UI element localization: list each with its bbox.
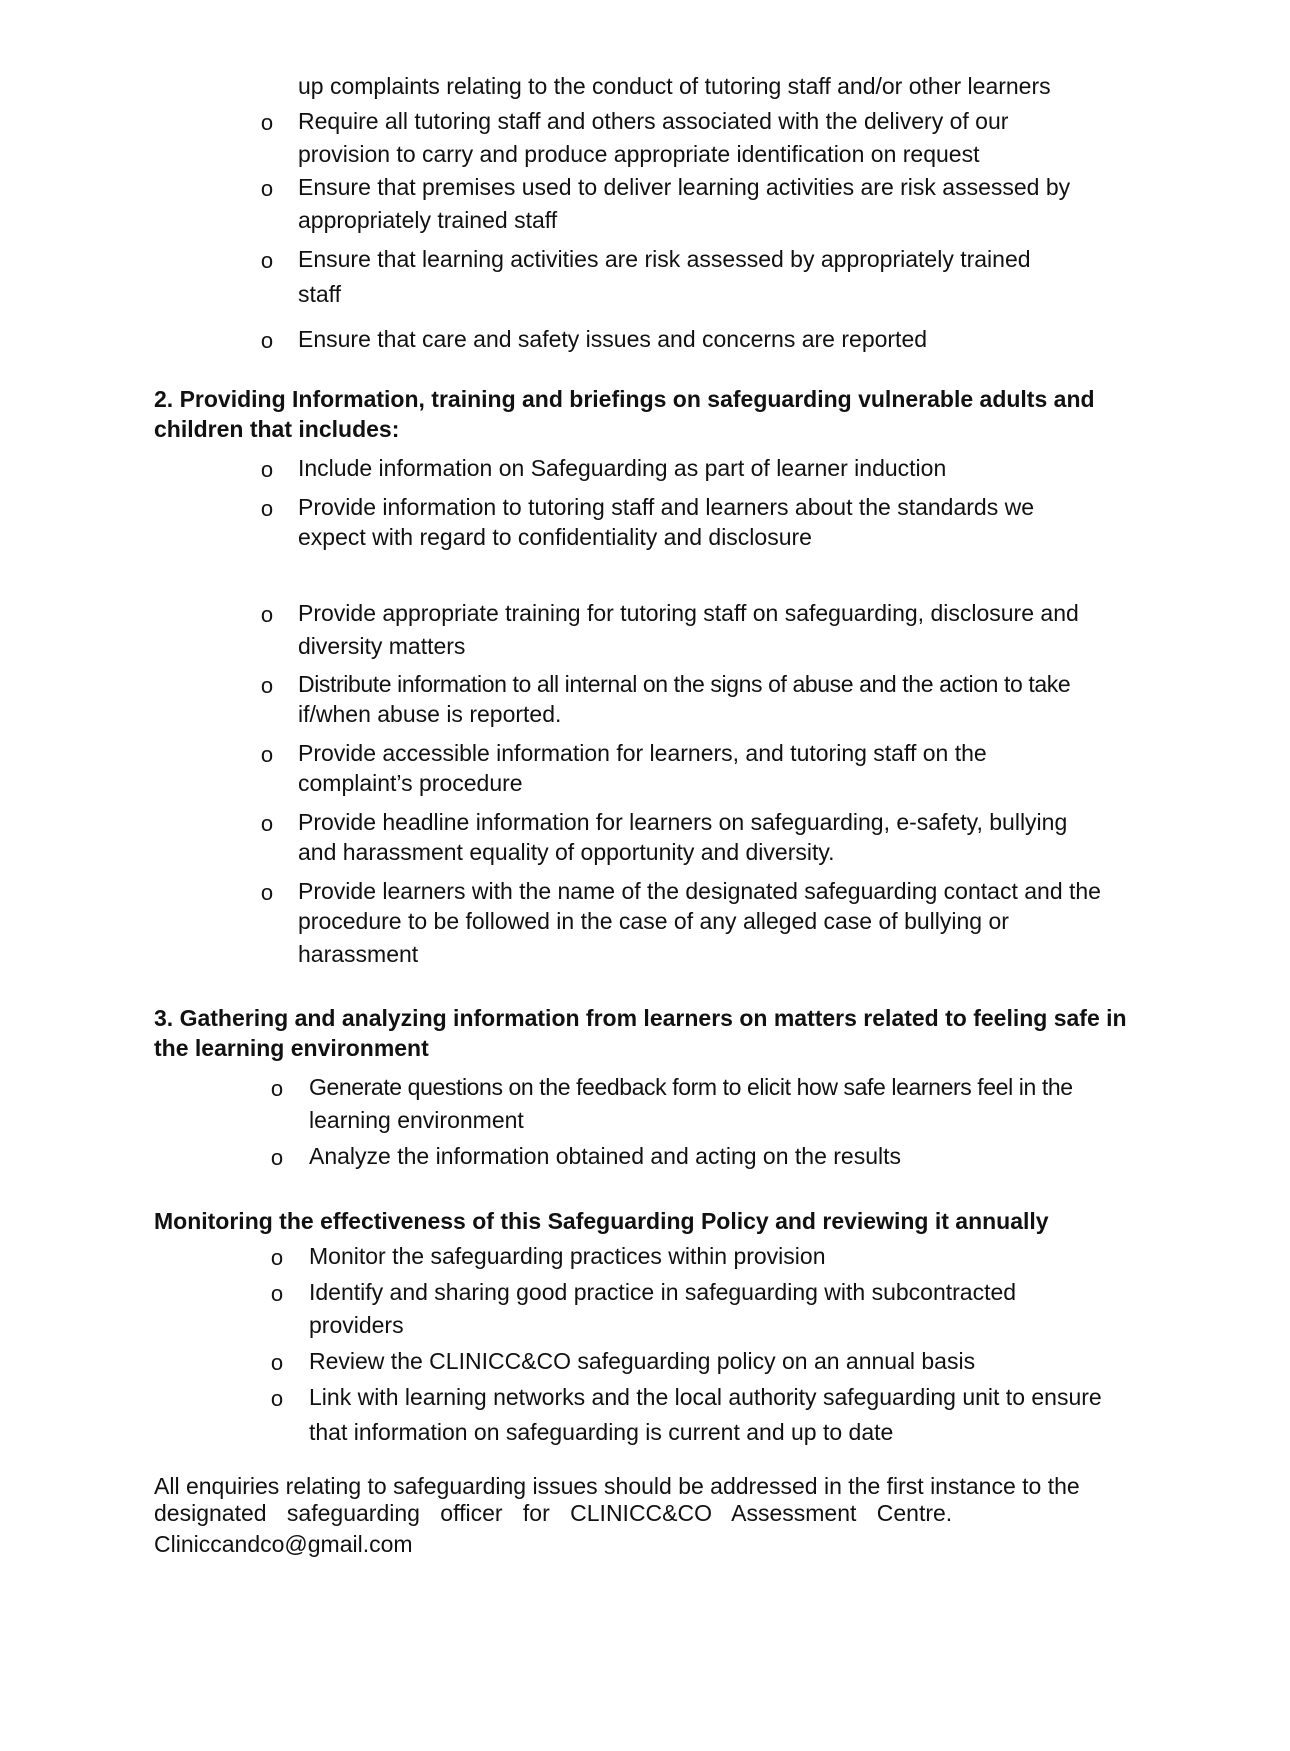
list-item-text: Provide appropriate training for tutoring staff on safeguarding, disclosure and: [298, 600, 1079, 626]
list-item-text: Provide accessible information for learners, and tutoring staff on the: [298, 740, 987, 766]
list-item-text: provision to carry and produce appropriate identification on request: [298, 141, 980, 167]
list-bullet: o: [260, 496, 274, 521]
list-item-text: Generate questions on the feedback form to elicit how safe learners feel in the: [309, 1074, 1073, 1100]
list-item-text: appropriately trained staff: [298, 207, 558, 233]
list-item-text: Provide information to tutoring staff and learners about the standards we: [298, 494, 1035, 520]
section-2-heading: 2. Providing Information, training and briefings on safeguarding vulnerable adults and: [154, 386, 1095, 412]
continuation-text: up complaints relating to the conduct of tutoring staff and/or other learners: [298, 73, 1051, 99]
list-item-text: Include information on Safeguarding as part of learner induction: [298, 455, 947, 481]
list-bullet: o: [270, 1350, 284, 1375]
list-item-text: Ensure that learning activities are risk assessed by appropriately trained: [298, 246, 1031, 272]
list-item-text: staff: [298, 281, 342, 307]
list-bullet: o: [270, 1076, 284, 1101]
list-item-text: Require all tutoring staff and others associated with the delivery of our: [298, 108, 1009, 134]
list-item-text: Distribute information to all internal on the signs of abuse and the action to take: [298, 671, 1071, 697]
list-item-text: providers: [309, 1312, 404, 1338]
list-item-text: diversity matters: [298, 633, 466, 659]
list-item-text: complaint’s procedure: [298, 770, 523, 796]
list-item-text: Monitor the safeguarding practices within provision: [309, 1243, 826, 1269]
list-item-text: Identify and sharing good practice in safeguarding with subcontracted: [309, 1279, 1017, 1305]
list-bullet: o: [260, 248, 274, 273]
section-2-heading: children that includes:: [154, 416, 400, 442]
closing-text: All enquiries relating to safeguarding issues should be addressed in the first instance to the: [154, 1473, 1080, 1499]
list-bullet: o: [260, 602, 274, 627]
list-item-text: and harassment equality of opportunity and diversity.: [298, 839, 835, 865]
list-bullet: o: [270, 1386, 284, 1411]
list-item-text: Provide learners with the name of the designated safeguarding contact and the: [298, 878, 1101, 904]
contact-email[interactable]: Cliniccandco@gmail.com: [154, 1531, 413, 1557]
list-item-text: Review the CLINICC&CO safeguarding policy on an annual basis: [309, 1348, 976, 1374]
list-bullet: o: [270, 1281, 284, 1306]
section-3-heading: 3. Gathering and analyzing information from learners on matters related to feeling safe in: [154, 1005, 1127, 1031]
list-bullet: o: [270, 1145, 284, 1170]
list-bullet: o: [260, 176, 274, 201]
list-item-text: Ensure that care and safety issues and concerns are reported: [298, 326, 928, 352]
list-item-text: Analyze the information obtained and acting on the results: [309, 1143, 901, 1169]
list-item-text: Link with learning networks and the local authority safeguarding unit to ensure: [309, 1384, 1102, 1410]
list-item-text: harassment: [298, 941, 419, 967]
list-bullet: o: [270, 1245, 284, 1270]
list-item-text: if/when abuse is reported.: [298, 701, 562, 727]
list-item-text: that information on safeguarding is current and up to date: [309, 1419, 894, 1445]
list-item-text: learning environment: [309, 1107, 524, 1133]
list-bullet: o: [260, 457, 274, 482]
list-bullet: o: [260, 880, 274, 905]
closing-text: designated safeguarding officer for CLINICC&CO Assessment Centre.: [154, 1500, 953, 1526]
section-4-heading: Monitoring the effectiveness of this Safeguarding Policy and reviewing it annually: [154, 1208, 1049, 1234]
list-item-text: procedure to be followed in the case of any alleged case of bullying or: [298, 908, 1009, 934]
section-3-heading: the learning environment: [154, 1035, 429, 1061]
list-bullet: o: [260, 328, 274, 353]
list-bullet: o: [260, 673, 274, 698]
list-bullet: o: [260, 811, 274, 836]
list-bullet: o: [260, 110, 274, 135]
list-item-text: Ensure that premises used to deliver learning activities are risk assessed by: [298, 174, 1071, 200]
list-item-text: expect with regard to confidentiality and disclosure: [298, 524, 812, 550]
list-item-text: Provide headline information for learners on safeguarding, e-safety, bullying: [298, 809, 1068, 835]
list-bullet: o: [260, 742, 274, 767]
